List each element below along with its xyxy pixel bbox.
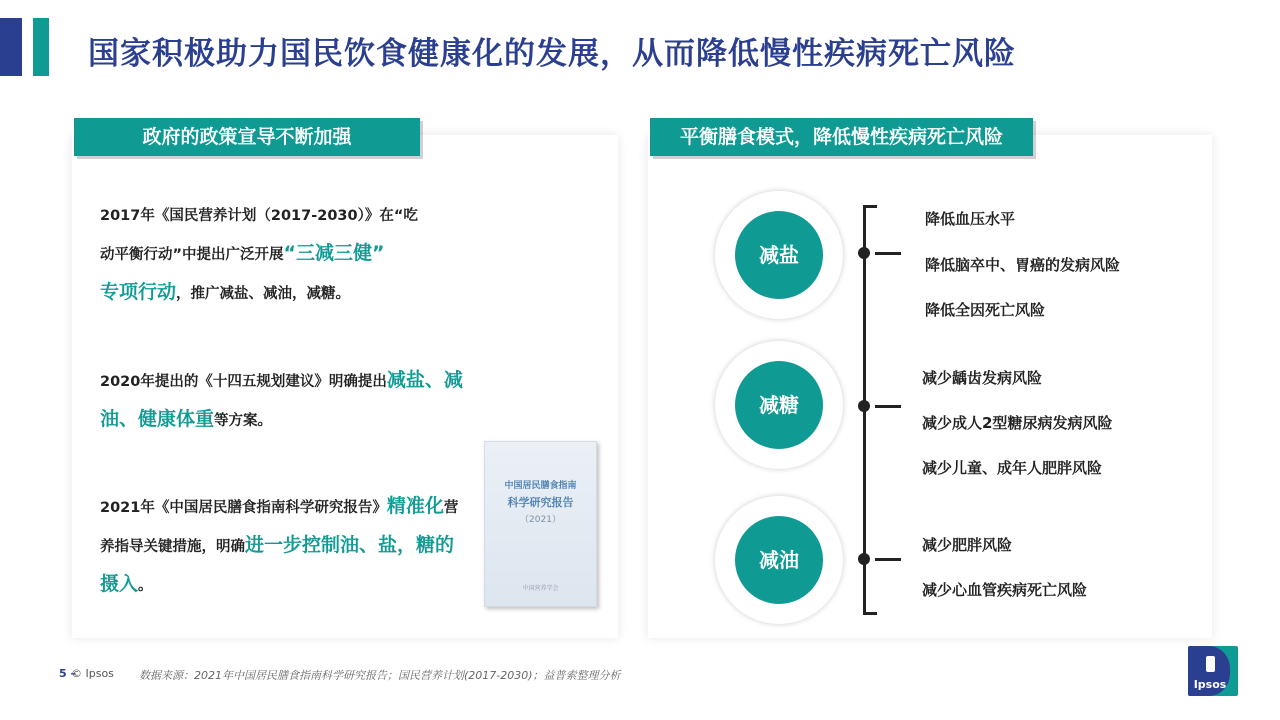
ipsos-logo [1188, 646, 1238, 696]
timeline-dot-oil [858, 553, 870, 565]
oil-benefit-1: 减少肥胖风险 [922, 536, 1013, 554]
page-title: 国家积极助力国民饮食健康化的发展，从而降低慢性疾病死亡风险 [88, 36, 1016, 72]
circle-label-oil: 减油 [735, 516, 823, 604]
circle-reduce-salt [715, 191, 843, 319]
page-number: 5 – [59, 667, 76, 680]
circle-label-sugar: 减糖 [735, 361, 823, 449]
salt-benefit-1: 降低血压水平 [925, 210, 1016, 228]
logo-text: Ipsos [1193, 678, 1227, 691]
policy-paragraph-2020 [100, 362, 480, 440]
report-cover-image [484, 441, 597, 607]
p1-highlight-2: 专项行动 [100, 281, 177, 303]
timeline-dot-salt [858, 247, 870, 259]
accent-bar-navy [0, 18, 22, 76]
timeline-dash-sugar [875, 405, 901, 408]
footer-source: 数据来源：2021年中国居民膳食指南科学研究报告；国民营养计划(2017-2030)；益普索整理分析 [139, 669, 621, 682]
sugar-benefit-3: 减少儿童、成年人肥胖风险 [922, 459, 1103, 477]
policy-header: 政府的政策宣导不断加强 [74, 118, 420, 156]
p1-highlight-1: “三减三健” [283, 242, 385, 264]
sugar-benefit-2: 减少成人2型糖尿病发病风险 [922, 414, 1113, 432]
accent-bar-teal [33, 18, 49, 76]
p2-pre: 2020年提出的《十四五规划建议》明确提出 [100, 374, 387, 390]
p1-tail: ，推广减盐、减油，减糖。 [176, 286, 351, 302]
timeline-dash-oil [875, 558, 901, 561]
timeline-top-tick [863, 205, 877, 208]
policy-paragraph-2021 [100, 488, 464, 605]
p2-highlight: 减盐、减油、健康体重 [100, 369, 463, 430]
p3-tail: 。 [138, 578, 153, 594]
circle-reduce-oil [715, 496, 843, 624]
book-title-line1: 中国居民膳食指南 [504, 481, 577, 491]
circle-label-salt: 减盐 [735, 211, 823, 299]
book-publisher: 中国营养学会 [522, 585, 559, 592]
sugar-benefit-1: 减少龋齿发病风险 [922, 369, 1043, 387]
book-year: （2021） [520, 515, 561, 525]
p3-mid: 营养指导关键措施，明确 [100, 500, 459, 555]
footer-brand: © Ipsos [71, 667, 114, 680]
salt-benefit-3: 降低全因死亡风险 [925, 301, 1046, 319]
book-title-line2: 科学研究报告 [507, 496, 574, 509]
p2-tail: 等方案。 [214, 413, 273, 429]
p1-line1: 2017年《国民营养计划（2017-2030）》在“吃 [100, 208, 418, 224]
timeline-bottom-tick [863, 612, 877, 615]
circle-reduce-sugar [715, 341, 843, 469]
oil-benefit-2: 减少心血管疾病死亡风险 [922, 581, 1088, 599]
diet-header: 平衡膳食模式，降低慢性疾病死亡风险 [650, 118, 1033, 156]
timeline-dot-sugar [858, 400, 870, 412]
p3-highlight-1: 精准化 [386, 495, 444, 517]
p3-pre: 2021年《中国居民膳食指南科学研究报告》 [100, 500, 387, 516]
logo-mark-icon [1206, 656, 1215, 672]
salt-benefit-2: 降低脑卒中、胃癌的发病风险 [925, 256, 1121, 274]
policy-paragraph-2017 [100, 198, 480, 313]
p3-highlight-2: 进一步控制油、盐，糖的摄入 [100, 534, 455, 595]
p1-line2: 动平衡行动”中提出广泛开展 [100, 247, 284, 263]
timeline-dash-salt [875, 252, 901, 255]
